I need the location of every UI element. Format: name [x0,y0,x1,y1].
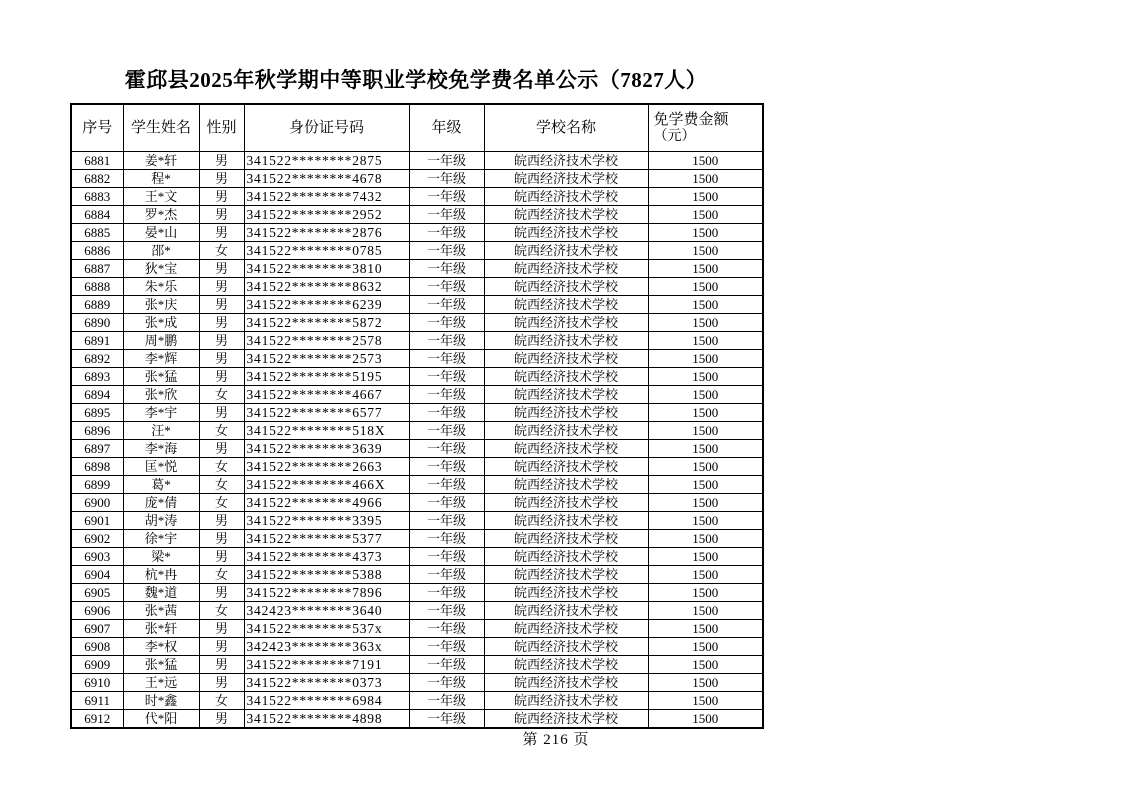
table-row [71,404,763,422]
header-row [71,104,763,152]
table-row [71,494,763,512]
cell-school-name: 皖西经济技术学校 [484,620,648,638]
cell-school-name: 皖西经济技术学校 [484,494,648,512]
cell-index: 6904 [71,566,123,584]
cell-gender: 男 [199,710,244,729]
cell-id-number: 341522********7191 [244,656,409,674]
table-row [71,224,763,242]
cell-grade: 一年级 [409,170,484,188]
cell-gender: 男 [199,674,244,692]
cell-id-number: 341522********537x [244,620,409,638]
cell-gender: 男 [199,584,244,602]
cell-index: 6903 [71,548,123,566]
cell-id-number: 341522********5377 [244,530,409,548]
cell-id-number: 341522********7896 [244,584,409,602]
cell-student-name: 狄*宝 [123,260,199,278]
cell-gender: 女 [199,242,244,260]
cell-grade: 一年级 [409,548,484,566]
cell-school-name: 皖西经济技术学校 [484,368,648,386]
cell-gender: 女 [199,386,244,404]
cell-student-name: 王*文 [123,188,199,206]
table-row [71,656,763,674]
cell-school-name: 皖西经济技术学校 [484,602,648,620]
cell-school-name: 皖西经济技术学校 [484,386,648,404]
cell-exemption-amount: 1500 [648,332,763,350]
cell-grade: 一年级 [409,224,484,242]
cell-grade: 一年级 [409,260,484,278]
exemption-table [70,103,764,729]
cell-school-name: 皖西经济技术学校 [484,152,648,170]
cell-gender: 男 [199,224,244,242]
cell-id-number: 341522********2952 [244,206,409,224]
cell-gender: 男 [199,188,244,206]
cell-gender: 女 [199,422,244,440]
cell-exemption-amount: 1500 [648,476,763,494]
cell-id-number: 341522********5872 [244,314,409,332]
cell-student-name: 代*阳 [123,710,199,729]
table-header [71,104,763,152]
cell-student-name: 李*辉 [123,350,199,368]
cell-school-name: 皖西经济技术学校 [484,656,648,674]
cell-exemption-amount: 1500 [648,314,763,332]
col-header-exemption-amount [648,104,763,152]
cell-id-number: 341522********2875 [244,152,409,170]
cell-student-name: 姜*轩 [123,152,199,170]
cell-gender: 女 [199,458,244,476]
cell-student-name: 周*鹏 [123,332,199,350]
cell-id-number: 341522********3395 [244,512,409,530]
cell-student-name: 王*远 [123,674,199,692]
cell-index: 6890 [71,314,123,332]
cell-student-name: 徐*宇 [123,530,199,548]
cell-school-name: 皖西经济技术学校 [484,638,648,656]
cell-exemption-amount: 1500 [648,656,763,674]
cell-school-name: 皖西经济技术学校 [484,422,648,440]
cell-school-name: 皖西经济技术学校 [484,170,648,188]
cell-school-name: 皖西经济技术学校 [484,260,648,278]
table-row [71,260,763,278]
cell-school-name: 皖西经济技术学校 [484,710,648,729]
cell-index: 6909 [71,656,123,674]
cell-student-name: 程* [123,170,199,188]
cell-exemption-amount: 1500 [648,584,763,602]
cell-gender: 男 [199,656,244,674]
cell-student-name: 汪* [123,422,199,440]
cell-gender: 男 [199,350,244,368]
cell-gender: 男 [199,530,244,548]
cell-index: 6899 [71,476,123,494]
cell-gender: 男 [199,296,244,314]
cell-exemption-amount: 1500 [648,638,763,656]
cell-id-number: 341522********2573 [244,350,409,368]
cell-exemption-amount: 1500 [648,494,763,512]
col-header-exemption-amount-line1: 免学费金额 [653,111,729,128]
table-row [71,584,763,602]
cell-exemption-amount: 1500 [648,566,763,584]
cell-index: 6901 [71,512,123,530]
cell-student-name: 邵* [123,242,199,260]
cell-school-name: 皖西经济技术学校 [484,440,648,458]
cell-id-number: 341522********6577 [244,404,409,422]
cell-index: 6907 [71,620,123,638]
cell-student-name: 魏*道 [123,584,199,602]
cell-gender: 男 [199,548,244,566]
table-row [71,440,763,458]
cell-grade: 一年级 [409,152,484,170]
cell-grade: 一年级 [409,332,484,350]
cell-grade: 一年级 [409,512,484,530]
table-row [71,296,763,314]
cell-exemption-amount: 1500 [648,512,763,530]
cell-exemption-amount: 1500 [648,260,763,278]
cell-grade: 一年级 [409,386,484,404]
cell-exemption-amount: 1500 [648,440,763,458]
cell-index: 6912 [71,710,123,729]
cell-grade: 一年级 [409,350,484,368]
cell-exemption-amount: 1500 [648,602,763,620]
cell-index: 6900 [71,494,123,512]
cell-student-name: 梁* [123,548,199,566]
cell-gender: 女 [199,566,244,584]
table-row [71,638,763,656]
table-row [71,350,763,368]
cell-student-name: 杭*冉 [123,566,199,584]
table-row [71,512,763,530]
table-row [71,206,763,224]
cell-index: 6886 [71,242,123,260]
cell-school-name: 皖西经济技术学校 [484,404,648,422]
cell-student-name: 胡*涛 [123,512,199,530]
col-header-index: 序号 [71,104,123,152]
cell-index: 6910 [71,674,123,692]
col-header-exemption-amount-line2: （元） [653,128,696,144]
table-row [71,548,763,566]
cell-gender: 男 [199,152,244,170]
cell-grade: 一年级 [409,440,484,458]
cell-student-name: 晏*山 [123,224,199,242]
cell-student-name: 葛* [123,476,199,494]
cell-grade: 一年级 [409,620,484,638]
cell-school-name: 皖西经济技术学校 [484,332,648,350]
cell-school-name: 皖西经济技术学校 [484,458,648,476]
table-row [71,368,763,386]
table-row [71,278,763,296]
cell-id-number: 341522********8632 [244,278,409,296]
cell-school-name: 皖西经济技术学校 [484,674,648,692]
cell-id-number: 341522********4966 [244,494,409,512]
cell-id-number: 341522********2876 [244,224,409,242]
cell-student-name: 朱*乐 [123,278,199,296]
cell-id-number: 342423********363x [244,638,409,656]
table-row [71,530,763,548]
cell-student-name: 罗*杰 [123,206,199,224]
table-row [71,152,763,170]
table-row [71,476,763,494]
cell-grade: 一年级 [409,638,484,656]
cell-gender: 女 [199,692,244,710]
cell-index: 6887 [71,260,123,278]
cell-id-number: 341522********2663 [244,458,409,476]
cell-exemption-amount: 1500 [648,170,763,188]
col-header-gender: 性别 [199,104,244,152]
cell-gender: 女 [199,476,244,494]
cell-exemption-amount: 1500 [648,692,763,710]
cell-index: 6893 [71,368,123,386]
table-row [71,422,763,440]
col-header-grade: 年级 [409,104,484,152]
cell-exemption-amount: 1500 [648,386,763,404]
cell-grade: 一年级 [409,656,484,674]
table-row [71,170,763,188]
cell-exemption-amount: 1500 [648,620,763,638]
cell-exemption-amount: 1500 [648,548,763,566]
cell-exemption-amount: 1500 [648,458,763,476]
table-row [71,566,763,584]
cell-school-name: 皖西经济技术学校 [484,278,648,296]
cell-student-name: 李*海 [123,440,199,458]
cell-student-name: 时*鑫 [123,692,199,710]
cell-id-number: 341522********4678 [244,170,409,188]
cell-exemption-amount: 1500 [648,404,763,422]
table-row [71,458,763,476]
cell-index: 6882 [71,170,123,188]
cell-grade: 一年级 [409,296,484,314]
exemption-table-container [70,103,764,729]
cell-gender: 男 [199,404,244,422]
cell-grade: 一年级 [409,584,484,602]
cell-school-name: 皖西经济技术学校 [484,314,648,332]
cell-index: 6884 [71,206,123,224]
cell-student-name: 庞*倩 [123,494,199,512]
cell-index: 6911 [71,692,123,710]
cell-gender: 男 [199,512,244,530]
cell-school-name: 皖西经济技术学校 [484,296,648,314]
cell-gender: 男 [199,368,244,386]
cell-school-name: 皖西经济技术学校 [484,242,648,260]
col-header-school-name: 学校名称 [484,104,648,152]
cell-grade: 一年级 [409,530,484,548]
cell-grade: 一年级 [409,368,484,386]
cell-school-name: 皖西经济技术学校 [484,188,648,206]
cell-exemption-amount: 1500 [648,188,763,206]
cell-exemption-amount: 1500 [648,350,763,368]
cell-gender: 男 [199,260,244,278]
cell-gender: 女 [199,602,244,620]
cell-index: 6883 [71,188,123,206]
cell-school-name: 皖西经济技术学校 [484,350,648,368]
cell-grade: 一年级 [409,314,484,332]
table-row [71,620,763,638]
cell-grade: 一年级 [409,278,484,296]
cell-id-number: 341522********7432 [244,188,409,206]
cell-index: 6889 [71,296,123,314]
cell-gender: 男 [199,332,244,350]
table-row [71,602,763,620]
cell-exemption-amount: 1500 [648,224,763,242]
cell-id-number: 341522********5388 [244,566,409,584]
cell-student-name: 李*宇 [123,404,199,422]
cell-grade: 一年级 [409,206,484,224]
cell-id-number: 341522********466X [244,476,409,494]
table-row [71,386,763,404]
cell-school-name: 皖西经济技术学校 [484,224,648,242]
cell-id-number: 341522********5195 [244,368,409,386]
table-row [71,674,763,692]
cell-grade: 一年级 [409,476,484,494]
cell-gender: 男 [199,170,244,188]
cell-grade: 一年级 [409,566,484,584]
cell-exemption-amount: 1500 [648,278,763,296]
cell-id-number: 341522********3810 [244,260,409,278]
cell-grade: 一年级 [409,242,484,260]
cell-index: 6902 [71,530,123,548]
cell-gender: 男 [199,638,244,656]
cell-index: 6891 [71,332,123,350]
page-title: 霍邱县2025年秋学期中等职业学校免学费名单公示（7827人） [124,68,708,92]
cell-index: 6905 [71,584,123,602]
cell-id-number: 341522********4667 [244,386,409,404]
table-row [71,188,763,206]
col-header-student-name: 学生姓名 [123,104,199,152]
cell-index: 6906 [71,602,123,620]
cell-grade: 一年级 [409,188,484,206]
cell-index: 6885 [71,224,123,242]
cell-student-name: 匡*悦 [123,458,199,476]
page-number: 第 216 页 [522,732,590,748]
cell-student-name: 张*轩 [123,620,199,638]
cell-index: 6894 [71,386,123,404]
cell-index: 6897 [71,440,123,458]
cell-id-number: 342423********3640 [244,602,409,620]
cell-exemption-amount: 1500 [648,152,763,170]
cell-id-number: 341522********6984 [244,692,409,710]
cell-school-name: 皖西经济技术学校 [484,566,648,584]
cell-grade: 一年级 [409,692,484,710]
cell-id-number: 341522********2578 [244,332,409,350]
col-header-id-number: 身份证号码 [244,104,409,152]
cell-id-number: 341522********4373 [244,548,409,566]
cell-index: 6896 [71,422,123,440]
cell-school-name: 皖西经济技术学校 [484,548,648,566]
cell-grade: 一年级 [409,404,484,422]
table-row [71,314,763,332]
cell-school-name: 皖西经济技术学校 [484,530,648,548]
cell-index: 6908 [71,638,123,656]
cell-exemption-amount: 1500 [648,242,763,260]
cell-exemption-amount: 1500 [648,674,763,692]
cell-index: 6895 [71,404,123,422]
cell-grade: 一年级 [409,422,484,440]
cell-exemption-amount: 1500 [648,296,763,314]
cell-exemption-amount: 1500 [648,530,763,548]
cell-school-name: 皖西经济技术学校 [484,206,648,224]
cell-exemption-amount: 1500 [648,710,763,729]
cell-id-number: 341522********518X [244,422,409,440]
cell-gender: 男 [199,314,244,332]
cell-grade: 一年级 [409,494,484,512]
table-row [71,692,763,710]
table-row [71,332,763,350]
cell-id-number: 341522********0373 [244,674,409,692]
cell-school-name: 皖西经济技术学校 [484,512,648,530]
cell-school-name: 皖西经济技术学校 [484,476,648,494]
cell-gender: 男 [199,206,244,224]
cell-id-number: 341522********0785 [244,242,409,260]
table-row [71,242,763,260]
cell-gender: 男 [199,278,244,296]
cell-gender: 男 [199,620,244,638]
cell-id-number: 341522********6239 [244,296,409,314]
cell-exemption-amount: 1500 [648,206,763,224]
cell-student-name: 张*猛 [123,368,199,386]
cell-gender: 女 [199,494,244,512]
cell-grade: 一年级 [409,710,484,729]
cell-student-name: 张*成 [123,314,199,332]
cell-student-name: 李*权 [123,638,199,656]
cell-index: 6892 [71,350,123,368]
cell-student-name: 张*庆 [123,296,199,314]
cell-index: 6898 [71,458,123,476]
cell-exemption-amount: 1500 [648,368,763,386]
cell-student-name: 张*欣 [123,386,199,404]
cell-school-name: 皖西经济技术学校 [484,692,648,710]
cell-school-name: 皖西经济技术学校 [484,584,648,602]
table-row [71,710,763,729]
cell-id-number: 341522********3639 [244,440,409,458]
cell-student-name: 张*猛 [123,656,199,674]
cell-grade: 一年级 [409,458,484,476]
cell-exemption-amount: 1500 [648,422,763,440]
cell-grade: 一年级 [409,674,484,692]
cell-id-number: 341522********4898 [244,710,409,729]
cell-index: 6881 [71,152,123,170]
cell-gender: 男 [199,440,244,458]
cell-index: 6888 [71,278,123,296]
cell-grade: 一年级 [409,602,484,620]
table-body [71,152,763,729]
cell-student-name: 张*茜 [123,602,199,620]
